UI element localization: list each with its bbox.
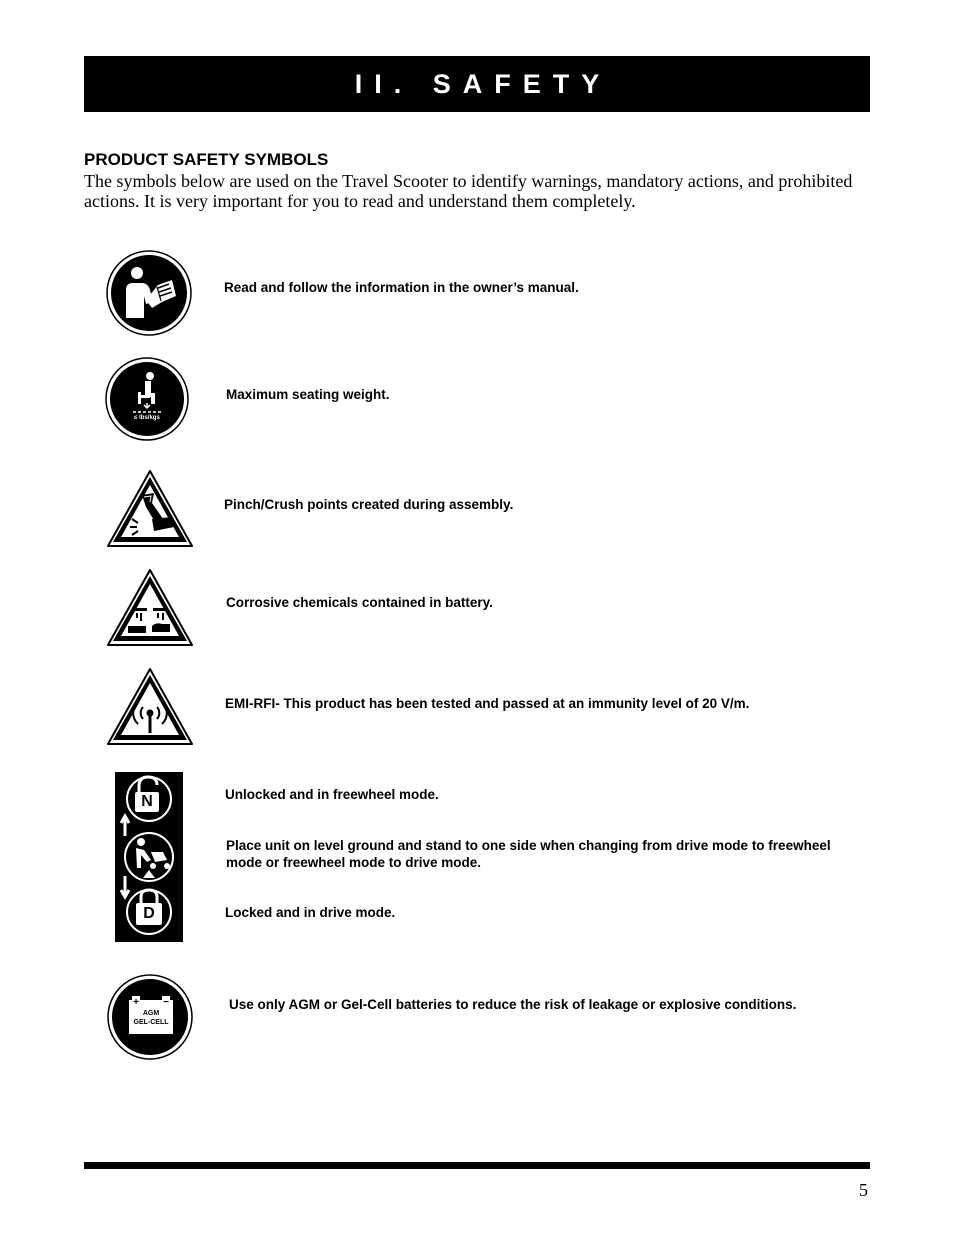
symbol-label-pinch-crush: Pinch/Crush points created during assembly. <box>224 497 514 512</box>
symbol-label-drive: Locked and in drive mode. <box>225 905 396 920</box>
neutral-letter: N <box>141 793 153 810</box>
page-number: 5 <box>859 1180 868 1200</box>
section-heading: PRODUCT SAFETY SYMBOLS <box>84 150 329 169</box>
read-manual-icon <box>106 250 192 336</box>
corrosive-icon <box>106 568 194 647</box>
symbol-label-emi-rfi: EMI-RFI- This product has been tested and passed at an immunity level of 20 V/m. <box>225 696 750 711</box>
symbol-label-max-weight: Maximum seating weight. <box>226 387 390 402</box>
battery-plus: + <box>133 997 139 1008</box>
battery-gel-cell-text: GEL-CELL <box>133 1019 169 1026</box>
battery-minus: − <box>163 997 169 1008</box>
max-weight-icon <box>105 357 189 441</box>
battery-icon <box>107 974 193 1060</box>
symbol-label-corrosive: Corrosive chemicals contained in battery. <box>226 595 493 610</box>
pinch-crush-icon <box>106 469 194 548</box>
symbol-label-battery: Use only AGM or Gel-Cell batteries to reduce the risk of leakage or explosive conditions. <box>229 997 797 1012</box>
section-banner <box>84 56 870 112</box>
symbol-label-freewheel: Unlocked and in freewheel mode. <box>225 787 439 802</box>
emi-rfi-icon <box>106 667 194 746</box>
intro-paragraph: The symbols below are used on the Travel Scooter to identify warnings, mandatory actions, and prohibited actions. It is very important for you to read and understand them completely. <box>84 171 853 211</box>
symbol-label-mode-change: Place unit on level ground and stand to one side when changing from drive mode to freewheel mode or freewheel mode to drive mode. <box>226 838 831 870</box>
section-title: II. SAFETY <box>354 68 612 99</box>
symbol-label-read-manual: Read and follow the information in the owner’s manual. <box>224 280 579 295</box>
max-weight-icon-text: ≤ lbs/kgs <box>134 415 160 421</box>
battery-agm-text: AGM <box>142 1010 160 1017</box>
footer-rule <box>84 1162 870 1169</box>
freewheel-drive-icon <box>115 772 183 942</box>
drive-letter: D <box>143 905 155 922</box>
